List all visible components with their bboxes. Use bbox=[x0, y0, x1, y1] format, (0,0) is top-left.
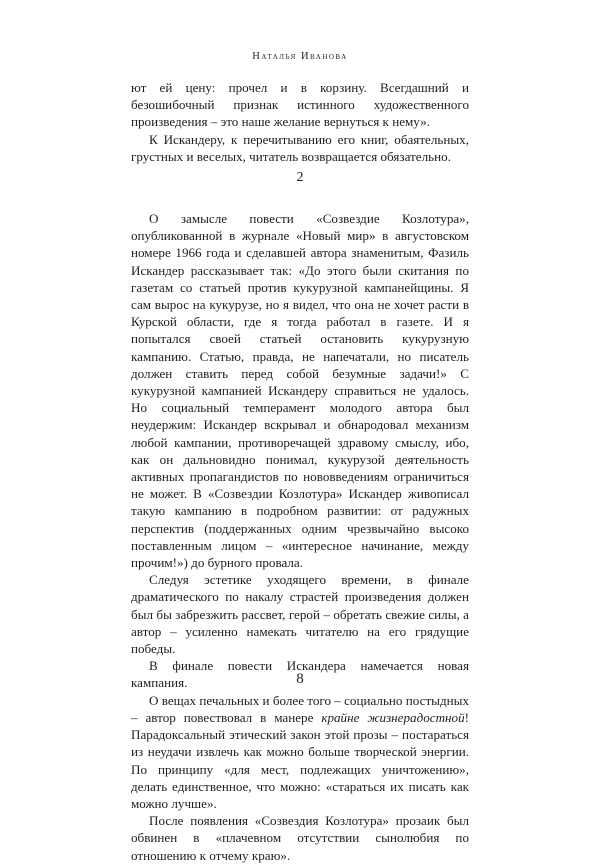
paragraph: В финале повести Искандера намечается новая кампания. bbox=[131, 658, 469, 691]
paragraph: О замысле повести «Созвездие Козлотура», опубликованной в журнале «Новый мир» в августовском номере 1966 года и сделавшей автора знаменитым, Фазиль Искандер рассказывает так: «До этого были скитания по газетам со статьей против кукурузной кампанейщины. Я сам вырос на кукурузе, но я видел, что она не хочет расти в Курской области, где я тогда работал в газете. И я попытался своей статьей остановить кукурузную кампанию. Статью, правда, не напечатали, но писатель должен ставить перед собой безумные задачи!» С кукурузной кампанией Искандеру справиться не удалось. Но социальный темперамент молодого автора был неудержим: Искандер вскрывал и обнародовал механизм любой кампании, противоречащей здравому смыслу, ибо, как он дальновидно понимал, кукурузой деятельность активных пропагандистов по нововведениям ограничиться не может. В «Созвездии Козлотура» Искандер живописал такую кампанию в подробном развитии: от радужных перспектив (поддержанных одним чрезвычайно высоко поставленным лицом – «интересное начинание, между прочим!») до бурного провала. bbox=[131, 211, 469, 571]
paragraph-with-italic bbox=[131, 692, 469, 812]
running-head-author: Наталья Иванова bbox=[252, 51, 348, 62]
text-run: О вещах печальных и более того – социально постыдных – автор повествовал в манере bbox=[131, 692, 469, 725]
paragraph: Следуя эстетике уходящего времени, в финале драматического по накалу страстей произведения должен был бы забрезжить рассвет, герой – обретать свежие силы, а автор – усиленно намекать читателю на его грядущие победы. bbox=[131, 572, 469, 657]
text-run: ! Парадоксальный этический закон этой прозы – постараться из неудачи извлечь как можно больше творческой энергии. По принципу «для мест, подлежащих уничтожению», делать единственное, что можно: «стараться их писать как можно лучше». bbox=[131, 709, 469, 811]
page-number: 8 bbox=[296, 671, 304, 687]
continued-text-block bbox=[131, 79, 469, 165]
paragraph-continuation: ют ей цену: прочел и в корзину. Всегдашний и безошибочный признак истинного художественного произведения – это наше желание вернуться к нему». bbox=[131, 80, 469, 130]
italic-phrase: крайне жизнерадостной bbox=[321, 709, 465, 725]
section-number: 2 bbox=[296, 170, 304, 185]
paragraph: После появления «Созвездия Козлотура» прозаик был обвинен в «плачевном отсутствии сынолюбия по отношению к отчему краю». bbox=[131, 813, 469, 863]
main-text-block bbox=[131, 210, 469, 864]
paragraph: К Искандеру, к перечитыванию его книг, обаятельных, грустных и веселых, читатель возвращается обязательно. bbox=[131, 131, 469, 164]
